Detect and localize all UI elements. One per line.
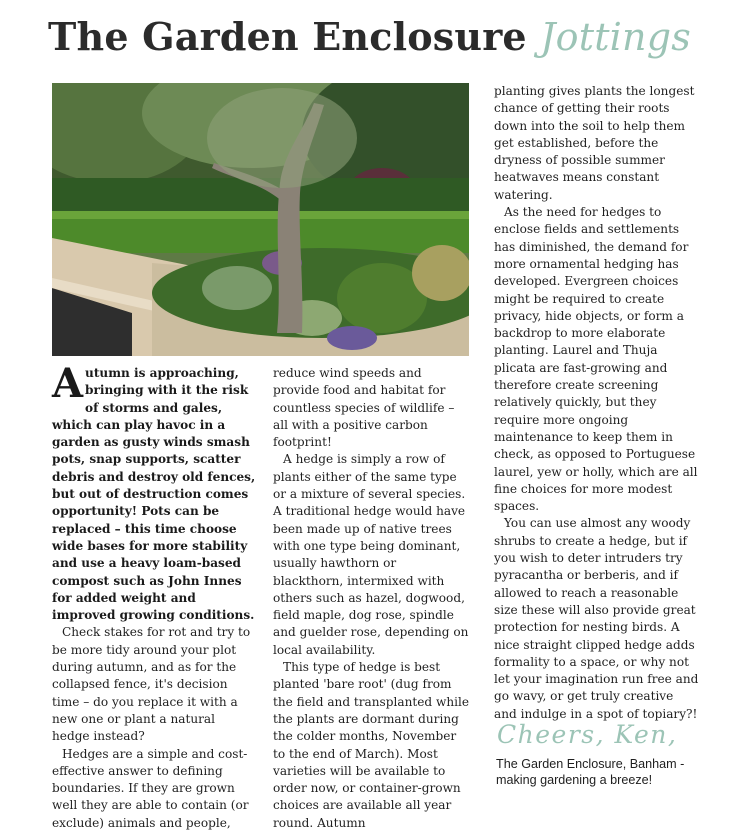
drop-cap: A <box>52 360 84 407</box>
title-main: The Garden Enclosure <box>48 14 527 59</box>
article-column-3 <box>494 83 699 723</box>
paragraph-2: Hedges are a simple and cost-effective answer to defining boundaries. If they are grown well they are able to contain (or exclude) animals and people, <box>52 746 249 830</box>
paragraph-6: You can use almost any woody shrubs to create a hedge, but if you wish to deter intruders try pyracantha or berberis, and if allowed to reach a reasonable size these will also provide great protection for nesting birds. A nice straight clipped hedge adds formality to a space, or why not let your imagination run free and go wavy, or get truly creative and indulge in a spot of topiary?! <box>494 516 699 721</box>
lead-paragraph <box>52 360 256 624</box>
paragraph-4-continued: planting gives plants the longest chance of getting their roots down into the soil to help them get established, before the dryness of possible summer heatwaves means constant watering. <box>494 84 695 202</box>
page-title <box>0 14 739 59</box>
paragraph-4: This type of hedge is best planted 'bare root' (dug from the field and transplanted while the plants are dormant during the colder months, November to the end of March). Most varieties will be available to order now, or container-grown choices are available all year round. Autumn <box>273 660 470 830</box>
lead-text: utumn is approaching, bringing with it the risk of storms and gales, which can play havoc in a garden as gusty winds smash pots, snap supports, scatter debris and destroy old fences, but out of destruction comes opportunity! Pots can be replaced – this time choose wide bases for more stability and use a heavy loam-based compost such as John Innes for added weight and improved growing conditions. <box>52 366 256 623</box>
signature: Cheers, Ken, <box>497 720 678 749</box>
paragraph-2-continued: reduce wind speeds and provide food and habitat for countless species of wildlife – all with a positive carbon footprint! <box>273 366 455 450</box>
article-column-2 <box>273 365 469 832</box>
title-accent: Jottings <box>540 15 691 59</box>
paragraph-3: A hedge is simply a row of plants either of the same type or a mixture of several species. A traditional hedge would have been made up of native trees with one type being dominant, usually hawthorn or blackthorn, intermixed with others such as hazel, dogwood, field maple, dog rose, spindle and guelder rose, depending on local availability. <box>273 452 469 657</box>
paragraph-1: Check stakes for rot and try to be more tidy around your plot during autumn, and as for the collapsed fence, it's decision time – do you replace it with a new one or plant a natural hedge instead? <box>52 625 251 744</box>
paragraph-5: As the need for hedges to enclose fields and settlements has diminished, the demand for more ornamental hedging has developed. Evergreen choices might be required to create privacy, hide objects, or form a backdrop to more elaborate planting. Laurel and Thuja plicata are fast-growing and therefore create screening relatively quickly, but they require more ongoing maintenance to keep them in check, as opposed to Portuguese laurel, yew or holly, which are all fine choices for more modest spaces. <box>494 205 698 514</box>
garden-photo <box>52 83 469 356</box>
footer-tagline: The Garden Enclosure, Banham - making gardening a breeze! <box>496 757 685 787</box>
article-column-1 <box>52 360 256 832</box>
